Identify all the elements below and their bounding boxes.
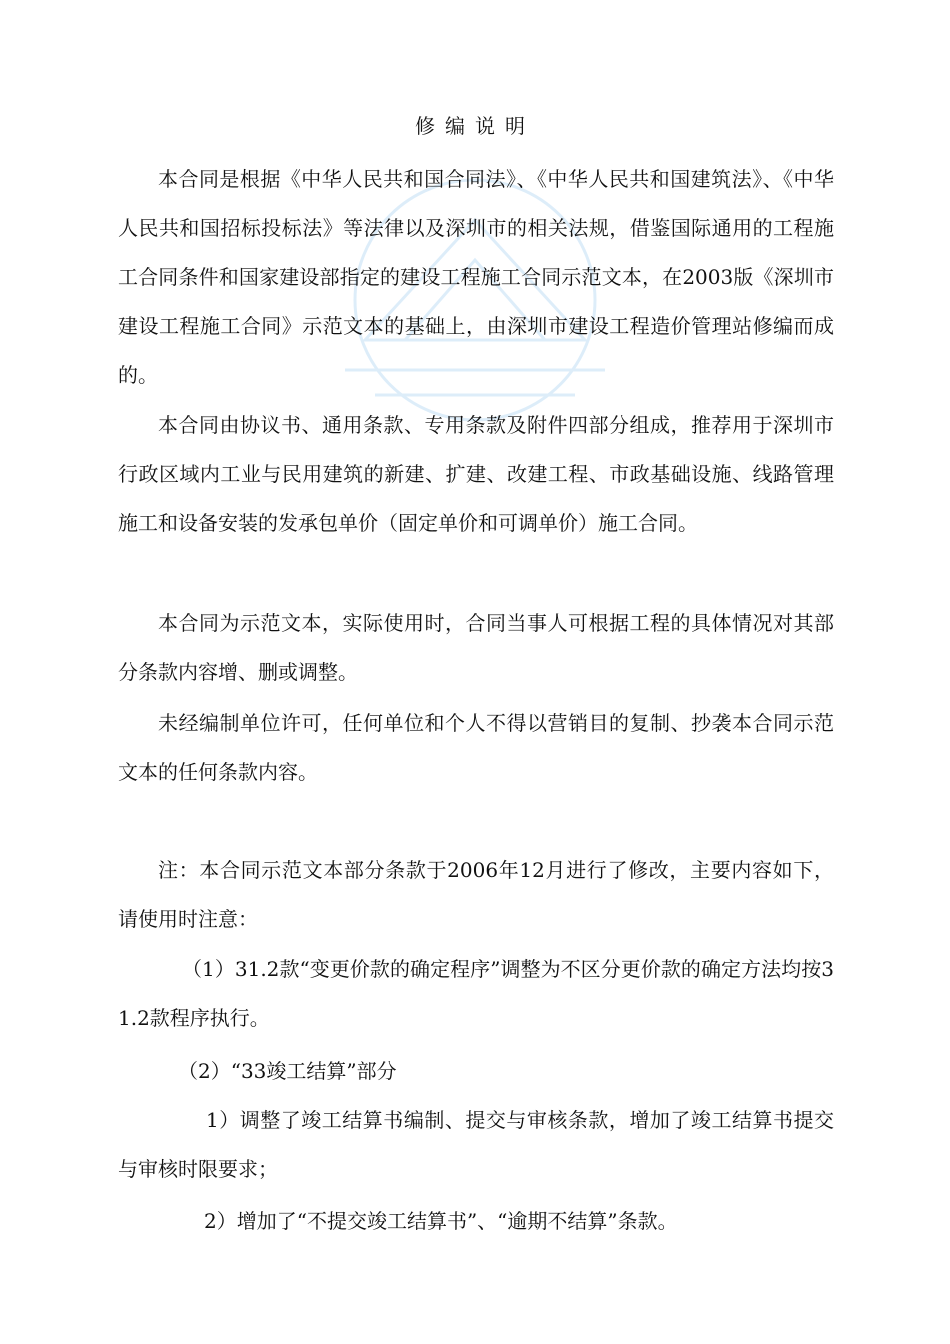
note-intro: 注：本合同示范文本部分条款于2006年12月进行了修改，主要内容如下，请使用时注意： [118, 858, 834, 931]
note-sub-item-2: 2）增加了“不提交竣工结算书”、“逾期不结算”条款。 [204, 1209, 678, 1233]
note-sub-item-1: 1）调整了竣工结算书编制、提交与审核条款，增加了竣工结算书提交与审核时限要求； [118, 1108, 834, 1181]
paragraph-copyright: 未经编制单位许可，任何单位和个人不得以营销目的复制、抄袭本合同示范文本的任何条款内容。 [118, 711, 834, 784]
paragraph-composition: 本合同由协议书、通用条款、专用条款及附件四部分组成，推荐用于深圳市行政区域内工业与民用建筑的新建、扩建、改建工程、市政基础设施、线路管理施工和设备安装的发承包单价（固定单价和可调单价）施工合同。 [118, 413, 834, 535]
paragraph-basis: 本合同是根据《中华人民共和国合同法》、《中华人民共和国建筑法》、《中华人民共和国招标投标法》等法律以及深圳市的相关法规，借鉴国际通用的工程施工合同条件和国家建设部指定的建设工程施工合同示范文本，在2003版《深圳市建设工程施工合同》示范文本的基础上，由深圳市建设工程造价管理站修编而成的。 [118, 167, 834, 387]
note-item-2: （2）“33竣工结算”部分 [178, 1059, 397, 1083]
paragraph-usage: 本合同为示范文本，实际使用时，合同当事人可根据工程的具体情况对其部分条款内容增、删或调整。 [118, 611, 834, 684]
note-item-1: （1）31.2款“变更价款的确定程序”调整为不区分更价款的确定方法均按31.2款程序执行。 [118, 957, 834, 1030]
page-title: 修编说明 [415, 114, 535, 138]
